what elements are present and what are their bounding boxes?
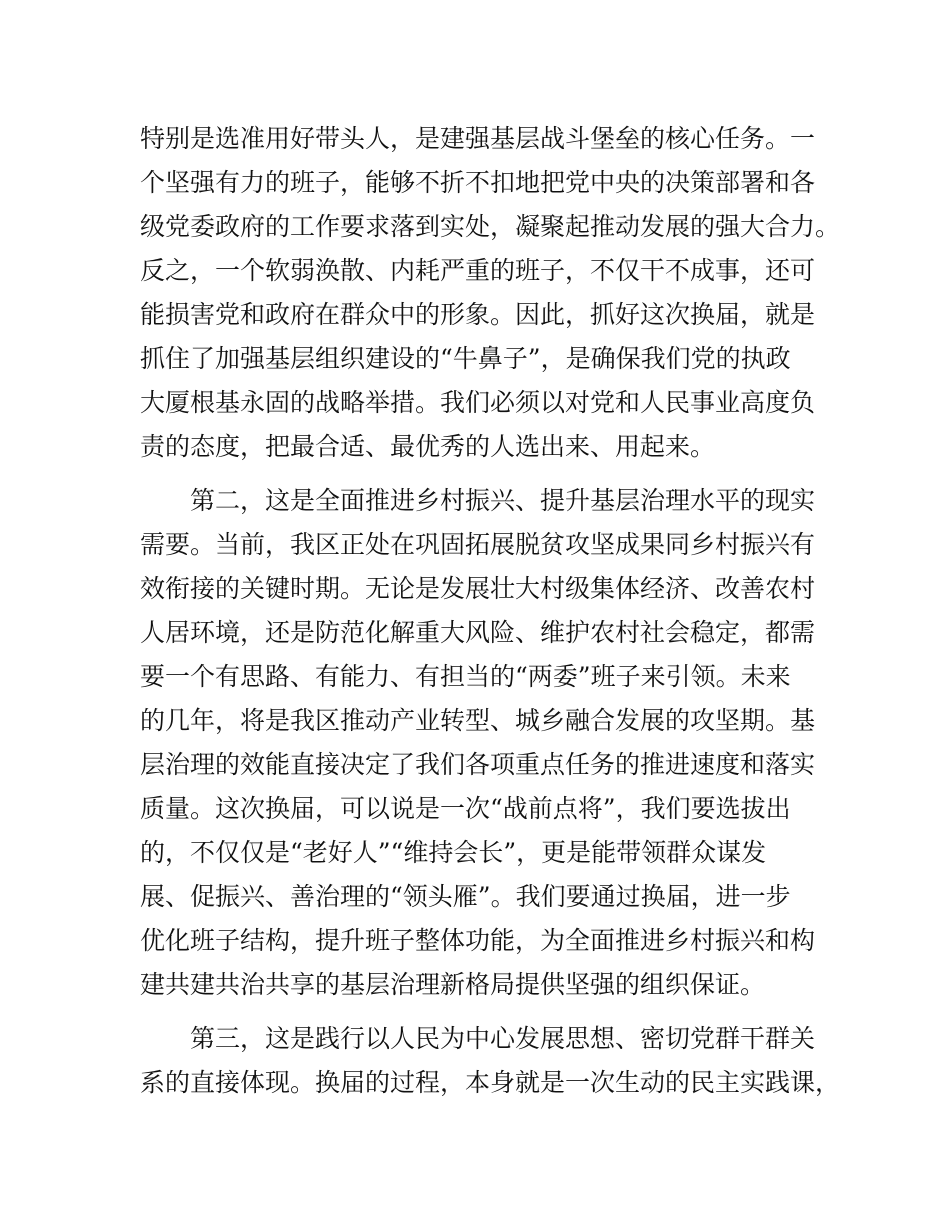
text-line: 级党委政府的工作要求落到实处，凝聚起推动发展的强大合力。	[140, 212, 841, 241]
text-line: 人居环境，还是防范化解重大风险、维护农村社会稳定，都需	[140, 618, 816, 647]
text-line: 大厦根基永固的战略举措。我们必须以对党和人民事业高度负	[140, 388, 816, 417]
text-line: 建共建共治共享的基层治理新格局提供坚强的组织保证。	[140, 970, 766, 999]
paragraph-spacer	[140, 1007, 830, 1017]
text-line: 特别是选准用好带头人，是建强基层战斗堡垒的核心任务。一	[140, 124, 816, 153]
text-line: 反之，一个软弱涣散、内耗严重的班子，不仅干不成事，还可	[140, 256, 816, 285]
text-line: 要一个有思路、有能力、有担当的“两委”班子来引领。未来	[140, 662, 791, 691]
text-line: 层治理的效能直接决定了我们各项重点任务的推进速度和落实	[140, 750, 816, 779]
text-line: 的几年，将是我区推动产业转型、城乡融合发展的攻坚期。基	[140, 706, 816, 735]
text-line: 责的态度，把最合适、最优秀的人选出来、用起来。	[140, 432, 716, 461]
text-line: 展、促振兴、善治理的“领头雁”。我们要通过换届，进一步	[140, 882, 791, 911]
paragraph-1	[140, 117, 841, 469]
text-line: 质量。这次换届，可以说是一次“战前点将”，我们要选拔出	[140, 794, 791, 823]
text-line: 抓住了加强基层组织建设的“牛鼻子”，是确保我们党的执政	[140, 344, 791, 373]
text-line: 需要。当前，我区正处在巩固拓展脱贫攻坚成果同乡村振兴有	[140, 530, 816, 559]
text-line: 系的直接体现。换届的过程，本身就是一次生动的民主实践课，	[140, 1068, 841, 1097]
paragraph-3	[140, 1017, 841, 1105]
document-body	[140, 117, 841, 1105]
text-line: 优化班子结构，提升班子整体功能，为全面推进乡村振兴和构	[140, 926, 816, 955]
text-line: 第三，这是践行以人民为中心发展思想、密切党群干群关	[140, 1024, 816, 1053]
text-line: 的，不仅仅是“老好人”“维持会长”，更是能带领群众谋发	[140, 838, 767, 867]
text-line: 个坚强有力的班子，能够不折不扣地把党中央的决策部署和各	[140, 168, 816, 197]
text-line: 效衔接的关键时期。无论是发展壮大村级集体经济、改善农村	[140, 574, 816, 603]
paragraph-2	[140, 479, 830, 1007]
text-line: 能损害党和政府在群众中的形象。因此，抓好这次换届，就是	[140, 300, 816, 329]
paragraph-spacer	[140, 469, 830, 479]
text-line: 第二，这是全面推进乡村振兴、提升基层治理水平的现实	[140, 486, 816, 515]
